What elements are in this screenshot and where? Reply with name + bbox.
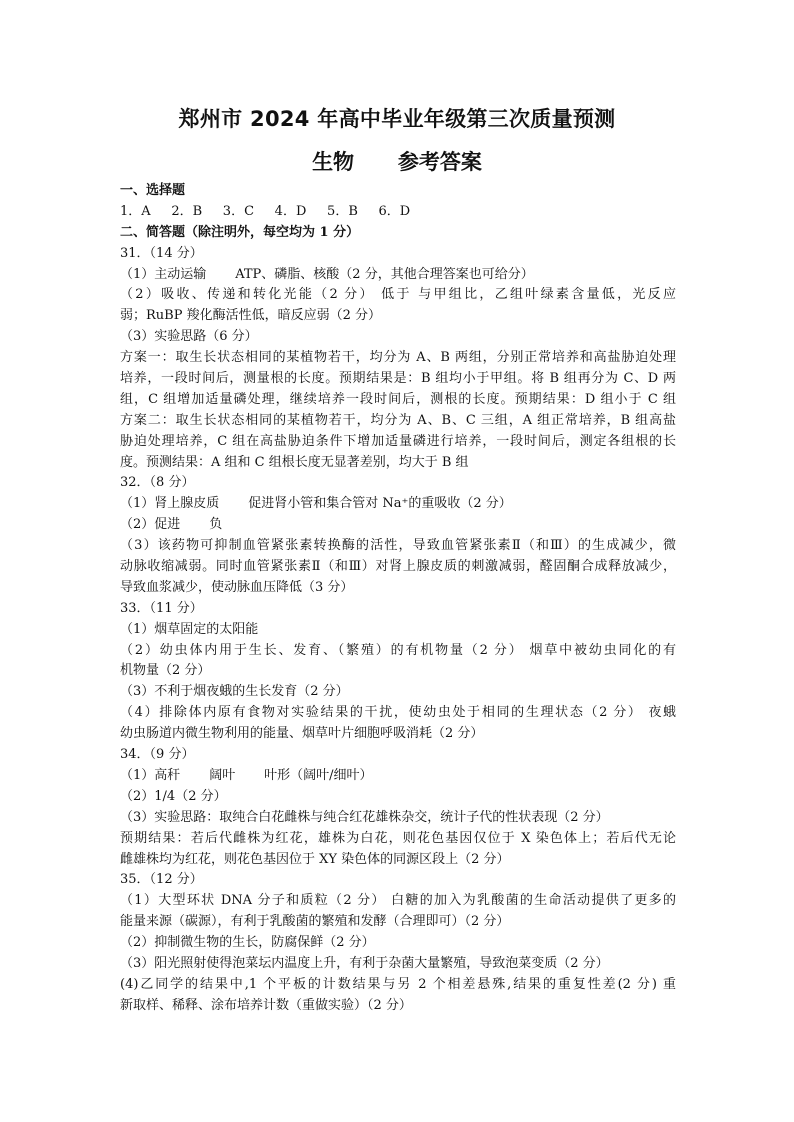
answer-line: （3）实验思路：取纯合白花雌株与纯合红花雄株杂交，统计子代的性状表现（2 分）: [120, 809, 609, 825]
answer-line: 方案二：取生长状态相同的某植物若干，均分为 A、B、C 三组，A 组正常培养，B 组高盐: [120, 412, 677, 428]
answer-line: 弱；RuBP 羧化酶活性低，暗反应弱（2 分）: [120, 308, 381, 324]
section-heading: 一、选择题: [120, 183, 186, 198]
answer-line: 34．（9 分）: [120, 747, 195, 763]
answer-line: 31．（14 分）: [120, 245, 203, 261]
answer-line: （3）该药物可抑制血管紧张素转换酶的活性，导致血管紧张素Ⅱ（和Ⅲ）的生成减少，微: [120, 538, 676, 554]
answer-line: （3）实验思路（6 分）: [120, 329, 258, 345]
answer-line: 组，C 组增加适量磷处理，继续培养一段时间后，测根的长度。预期结果：D 组小于 C 组: [120, 391, 676, 407]
answer-line: （2）吸收、传递和转化光能（2 分） 低于 与甲组比，乙组叶绿素含量低，光反应: [120, 287, 676, 303]
answer-line: 预期结果：若后代雌株为红花，雄株为白花，则花色基因仅位于 X 染色体上；若后代无论: [120, 830, 676, 846]
answer-line: （4）排除体内原有食物对实验结果的干扰，使幼虫处于相同的生理状态（2 分） 夜蛾: [120, 705, 676, 721]
answer-line: （3）阳光照射使得泡菜坛内温度上升，有利于杂菌大量繁殖，导致泡菜变质（2 分）: [120, 955, 609, 971]
page-subtitle: 生物 参考答案: [312, 150, 482, 174]
answer-line: (4)乙同学的结果中,1 个平板的计数结果与另 2 个相差悬殊,结果的重复性差(2 分) 重: [120, 976, 676, 992]
answer-line: 度。预测结果：A 组和 C 组根长度无显著差别，均大于 B 组: [120, 454, 469, 470]
answer-line: 机物量（2 分）: [120, 663, 211, 679]
answer-line: （1）高秆 阔叶 叶形（阔叶/细叶）: [120, 767, 373, 783]
answer-line: 33．（11 分）: [120, 600, 203, 616]
section-heading: 二、简答题（除注明外，每空均为 1 分）: [120, 224, 360, 240]
answer-line: 35．（12 分）: [120, 872, 203, 888]
answer-line: 方案一：取生长状态相同的某植物若干，均分为 A、B 两组，分别正常培养和高盐胁迫处理: [120, 350, 676, 366]
answer-line: 雌雄株均为红花，则花色基因位于 XY 染色体的同源区段上（2 分）: [120, 851, 510, 867]
answer-line: （2）幼虫体内用于生长、发育、（繁殖）的有机物量（2 分） 烟草中被幼虫同化的有: [120, 642, 676, 658]
answer-line: （2）1/4（2 分）: [120, 788, 227, 804]
answer-line: 幼虫肠道内微生物利用的能量、烟草叶片细胞呼吸消耗（2 分）: [120, 726, 484, 742]
page-title: 郑州市 2024 年高中毕业年级第三次质量预测: [178, 107, 616, 131]
answer-line: 新取样、稀释、涂布培养计数（重做实验）（2 分）: [120, 997, 412, 1013]
answer-content: [120, 181, 676, 1017]
answer-line: （2）抑制微生物的生长，防腐保鲜（2 分）: [120, 935, 375, 951]
answer-line: 能量来源（碳源），有利于乳酸菌的繁殖和发酵（合理即可）（2 分）: [120, 914, 510, 930]
answer-line: 培养，一段时间后，测量根的长度。预期结果是：B 组均小于甲组。将 B 组再分为 C、D 两: [120, 371, 676, 387]
answer-line: 动脉收缩减弱。同时血管紧张素Ⅱ（和Ⅲ）对肾上腺皮质的刺激减弱，醛固酮合成释放减少，: [120, 559, 676, 575]
answer-line: （2）促进 负: [120, 517, 223, 533]
answer-line: （1）烟草固定的太阳能: [120, 621, 259, 637]
answer-line: （1）大型环状 DNA 分子和质粒（2 分） 白糖的加入为乳酸菌的生命活动提供了更多的: [120, 893, 676, 909]
answer-line: （1）主动运输 ATP、磷脂、核酸（2 分，其他合理答案也可给分）: [120, 266, 534, 282]
answer-line: （3）不利于烟夜蛾的生长发育（2 分）: [120, 684, 349, 700]
answer-line: 32．（8 分）: [120, 475, 195, 491]
answer-line: 1．A 2．B 3．C 4．D 5．B 6．D: [120, 203, 411, 219]
answer-line: 导致血浆减少，使动脉血压降低（3 分）: [120, 579, 354, 595]
answer-line: 胁迫处理培养，C 组在高盐胁迫条件下增加适量磷进行培养，一段时间后，测定各组根的长: [120, 433, 676, 449]
answer-line: （1）肾上腺皮质 促进肾小管和集合管对 Na⁺的重吸收（2 分）: [120, 496, 512, 512]
